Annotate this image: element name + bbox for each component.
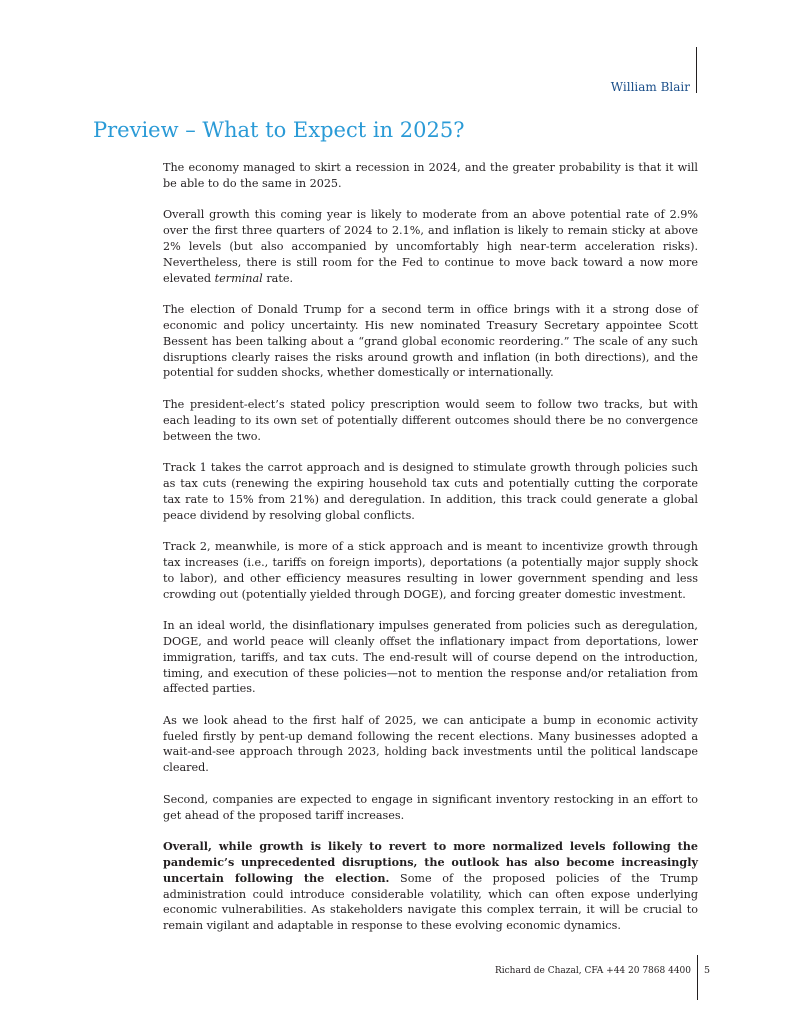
closing-paragraph: Overall, while growth is likely to revert to more normalized levels following the pandemic’s unprecedented disruptions, the outlook has also become increasingly uncertain following the election. Some of the proposed policies of the Trump administration could introduce considerable volatility, which can often expose underlying economic vulnerabilities. As stakeholders navigate this complex terrain, it will be crucial to remain vigilant and adaptable in response to these evolving economic dynamics. (163, 839, 698, 933)
article-body (163, 160, 698, 934)
paragraph: The president-elect’s stated policy prescription would seem to follow two tracks, but with each leading to its own set of potentially different outcomes should there be no convergence between the two. (163, 397, 698, 443)
brand-name: William Blair (610, 80, 690, 94)
paragraph: As we look ahead to the first half of 2025, we can anticipate a bump in economic activity fueled firstly by pent-up demand following the recent elections. Many businesses adopted a wait-and-see approach through 2023, holding back investments until the political landscape cleared. (163, 713, 698, 775)
paragraph: Track 1 takes the carrot approach and is designed to stimulate growth through policies such as tax cuts (renewing the expiring household tax cuts and potentially cutting the corporate tax rate to 15% from 21%) and deregulation. In addition, this track could generate a global peace dividend by resolving global conflicts. (163, 461, 698, 522)
paragraph: In an ideal world, the disinflationary impulses generated from policies such as deregulation, DOGE, and world peace will cleanly offset the inflationary impact from deportations, lower immigration, tariffs, and tax cuts. The end-result will of course depend on the introduction, timing, and execution of these policies—not to mention the response and/or retaliation from affected parties. (163, 619, 698, 696)
paragraph: The election of Donald Trump for a second term in office brings with it a strong dose of economic and policy uncertainty. His new nominated Treasury Secretary appointee Scott Bessent has been talking about a “grand global economic reordering.” The scale of any such disruptions clearly raises the risks around growth and inflation (in both directions), and the potential for sudden shocks, whether domestically or internationally. (163, 303, 698, 380)
paragraph: Track 2, meanwhile, is more of a stick approach and is meant to incentivize growth through tax increases (i.e., tariffs on foreign imports), deportations (a potentially major supply shock to labor), and other efficiency measures resulting in lower government spending and less crowding out (potentially yielded through DOGE), and forcing greater domestic investment. (163, 540, 698, 601)
page-number: 5 (704, 965, 711, 976)
author-contact: Richard de Chazal, CFA +44 20 7868 4400 (494, 966, 691, 976)
header-divider (696, 47, 697, 93)
paragraph: The economy managed to skirt a recession in 2024, and the greater probability is that it will be able to do the same in 2025. (163, 161, 698, 190)
emphasis-terminal: terminal (214, 271, 263, 285)
paragraph: Overall growth this coming year is likely to moderate from an above potential rate of 2.9% over the first three quarters of 2024 to 2.1%, and inflation is likely to remain sticky at above 2% levels (but also accompanied by uncomfortably high near-term acceleration risks). Nevertheless, there is still room for the Fed to continue to move back toward a now more elevated terminal rate. (163, 208, 698, 285)
page-title: Preview – What to Expect in 2025? (93, 118, 465, 142)
closing-lead: Overall, while growth is likely to revert to more normalized levels following the pandemic’s unprecedented disruptions, the outlook has also become increasingly uncertain following the election. (163, 839, 698, 885)
footer-divider (697, 955, 698, 1000)
paragraph: Second, companies are expected to engage in significant inventory restocking in an effort to get ahead of the proposed tariff increases. (163, 792, 698, 822)
